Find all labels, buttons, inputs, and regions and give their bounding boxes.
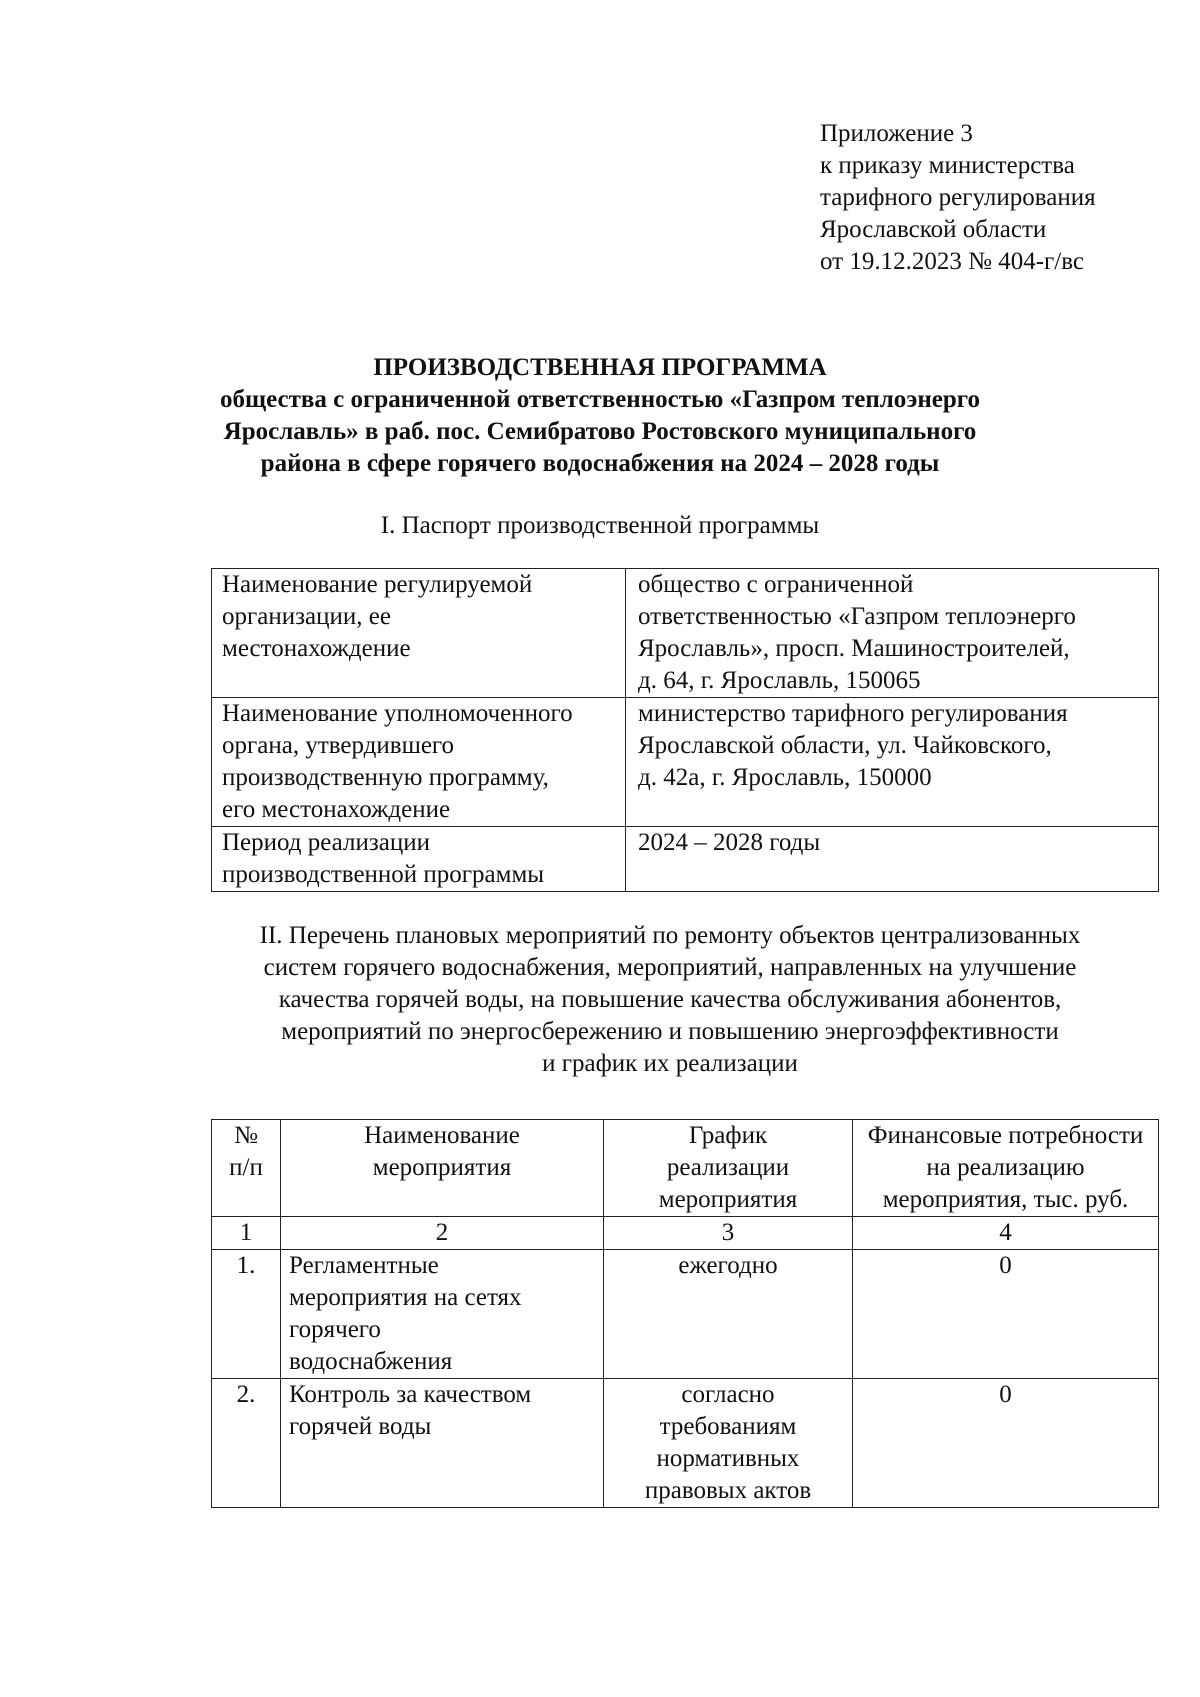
passport-row	[212, 698, 1159, 827]
cell-line: министерство тарифного регулирования	[638, 700, 1068, 727]
passport-label	[212, 698, 626, 827]
cell-line: на реализацию	[926, 1154, 1085, 1181]
passport-value	[626, 827, 1159, 892]
cell-line: Наименование регулируемой	[222, 571, 533, 598]
cell-line: мероприятия, тыс. руб.	[882, 1186, 1129, 1213]
appendix-line: Приложение 3	[820, 120, 973, 147]
events-header-row	[212, 1120, 1159, 1217]
passport-label	[212, 827, 626, 892]
cell-line: Период реализации	[222, 829, 430, 856]
cell-line: горячей воды	[289, 1413, 432, 1440]
cell-line: местонахождение	[222, 635, 411, 662]
cell-line: органа, утвердившего	[222, 732, 455, 759]
title-line: Ярославль» в раб. пос. Семибратово Ростовского муниципального	[223, 418, 977, 445]
cell-line: горячего	[289, 1316, 381, 1343]
cell-line: График	[688, 1122, 768, 1149]
cell-line: Наименование уполномоченного	[222, 700, 573, 727]
event-cost: 0	[853, 1379, 1159, 1508]
title-main: ПРОИЗВОДСТВЕННАЯ ПРОГРАММА	[373, 354, 827, 381]
heading-line: и график их реализации	[542, 1050, 798, 1077]
cell-line: №	[234, 1122, 258, 1149]
cell-line: реализации	[666, 1154, 790, 1181]
heading-line: качества горячей воды, на повышение качества обслуживания абонентов,	[278, 986, 1062, 1013]
cell-line: Финансовые потребности	[867, 1122, 1144, 1149]
cell-line: мероприятия на сетях	[289, 1284, 522, 1311]
passport-table	[211, 568, 1159, 892]
cell-line: мероприятия	[372, 1154, 512, 1181]
cell-line: д. 42а, г. Ярославль, 150000	[638, 764, 932, 791]
column-number: 1	[212, 1217, 281, 1250]
appendix-line: Ярославской области	[820, 216, 1047, 243]
row-number: 2.	[212, 1379, 281, 1508]
events-table	[211, 1119, 1159, 1508]
column-number: 2	[281, 1217, 604, 1250]
section1-heading: I. Паспорт производственной программы	[380, 512, 820, 539]
column-header-number	[212, 1120, 281, 1217]
document-title	[180, 352, 1020, 480]
cell-line: производственную программу,	[222, 764, 549, 791]
cell-line: 2024 – 2028 годы	[638, 829, 821, 856]
cell-line: мероприятия	[658, 1186, 798, 1213]
event-name	[281, 1379, 604, 1508]
event-name	[281, 1250, 604, 1379]
cell-line: правовых актов	[644, 1477, 812, 1504]
cell-line: Наименование	[364, 1122, 520, 1149]
cell-line: д. 64, г. Ярославль, 150065	[638, 667, 921, 694]
cell-line: его местонахождение	[222, 796, 451, 823]
heading-line: систем горячего водоснабжения, мероприятий, направленных на улучшение	[263, 954, 1077, 981]
cell-line: п/п	[229, 1154, 263, 1181]
heading-line: мероприятий по энергосбережению и повышению энергоэффективности	[281, 1018, 1059, 1045]
title-line: общества с ограниченной ответственностью «Газпром теплоэнерго	[220, 386, 980, 413]
column-header-name	[281, 1120, 604, 1217]
table-row	[212, 1379, 1159, 1508]
cell-line: организации, ее	[222, 603, 391, 630]
cell-line: Ярославль», просп. Машиностроителей,	[638, 635, 1070, 662]
cell-line: согласно	[681, 1381, 775, 1408]
appendix-line: от 19.12.2023 № 404-г/вс	[820, 248, 1084, 275]
heading-line: II. Перечень плановых мероприятий по ремонту объектов централизованных	[259, 922, 1081, 949]
column-number: 3	[604, 1217, 853, 1250]
appendix-line: к приказу министерства	[820, 152, 1075, 179]
cell-line: общество с ограниченной	[638, 571, 914, 598]
passport-value	[626, 569, 1159, 698]
passport-value	[626, 698, 1159, 827]
passport-label	[212, 569, 626, 698]
cell-line: требованиям	[659, 1413, 797, 1440]
row-number: 1.	[212, 1250, 281, 1379]
cell-line: Ярославской области, ул. Чайковского,	[638, 732, 1052, 759]
event-schedule	[604, 1379, 853, 1508]
column-numbers-row	[212, 1217, 1159, 1250]
table-row	[212, 1250, 1159, 1379]
column-number: 4	[853, 1217, 1159, 1250]
passport-row	[212, 569, 1159, 698]
cell-line: нормативных	[656, 1445, 800, 1472]
section2-heading	[180, 920, 1160, 1080]
passport-row	[212, 827, 1159, 892]
title-line: района в сфере горячего водоснабжения на 2024 – 2028 годы	[260, 450, 940, 477]
cell-line: производственной программы	[222, 861, 545, 888]
cell-line: Регламентные	[289, 1252, 439, 1279]
cell-line: Контроль за качеством	[289, 1381, 532, 1408]
cell-line: водоснабжения	[289, 1348, 453, 1375]
cell-line: ответственностью «Газпром теплоэнерго	[638, 603, 1076, 630]
event-schedule	[604, 1250, 853, 1379]
event-cost: 0	[853, 1250, 1159, 1379]
cell-line: ежегодно	[678, 1252, 778, 1279]
appendix-line: тарифного регулирования	[820, 184, 1096, 211]
column-header-schedule	[604, 1120, 853, 1217]
column-header-cost	[853, 1120, 1159, 1217]
appendix-block	[820, 118, 1096, 278]
